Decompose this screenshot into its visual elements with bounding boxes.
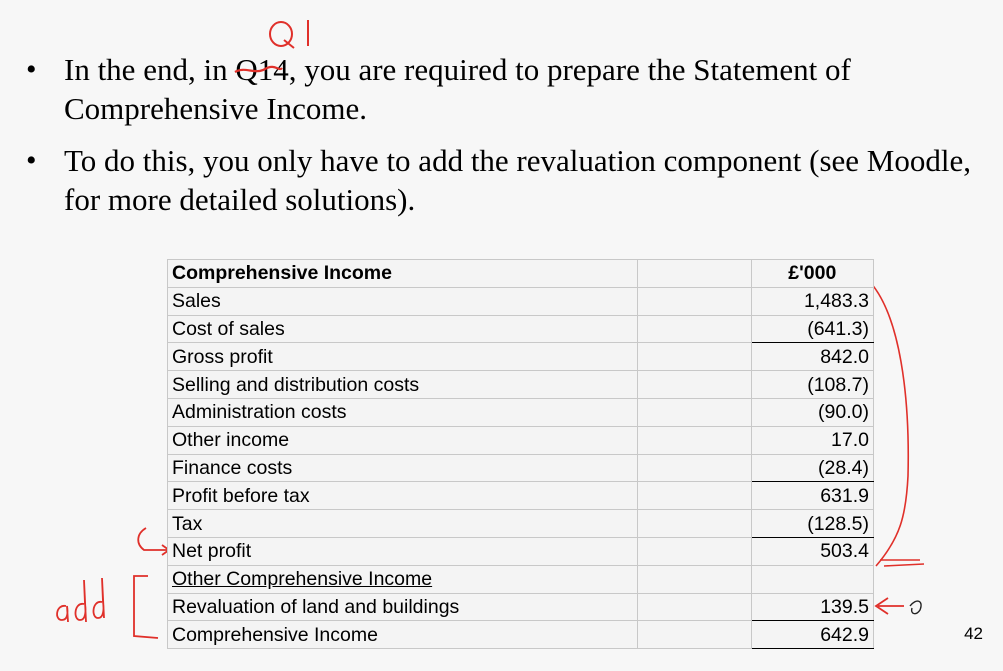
row-spacer [638, 315, 751, 343]
row-label: Selling and distribution costs [168, 371, 638, 399]
row-spacer [638, 287, 751, 315]
table-row [168, 398, 874, 426]
row-label: Other income [168, 426, 638, 454]
row-label: Profit before tax [168, 482, 638, 510]
table-header-row [168, 260, 874, 288]
bullet-2-text: To do this, you only have to add the revaluation component (see Moodle, for more detailed solutions). [64, 143, 971, 217]
table-row [168, 537, 874, 565]
row-value [751, 565, 873, 593]
table-row [168, 426, 874, 454]
row-value: (641.3) [751, 315, 873, 343]
table-row [168, 621, 874, 649]
table-row [168, 315, 874, 343]
table-row [168, 482, 874, 510]
comprehensive-income-table [167, 259, 874, 649]
row-value: 17.0 [751, 426, 873, 454]
bullet-1-text-after: , you are required to prepare the Statement of Comprehensive Income. [64, 52, 851, 126]
row-spacer [638, 621, 751, 649]
row-spacer [638, 510, 751, 538]
row-label: Tax [168, 510, 638, 538]
bullet-1-text-before: In the end, in [64, 52, 236, 87]
row-value: 139.5 [751, 593, 873, 621]
bullet-dot-icon: • [26, 144, 37, 177]
row-value: 1,483.3 [751, 287, 873, 315]
handwritten-add-note [48, 566, 168, 646]
table-row [168, 510, 874, 538]
page-number: 42 [964, 624, 983, 643]
bullet-list [26, 50, 986, 232]
row-spacer [638, 398, 751, 426]
row-value: (128.5) [751, 510, 873, 538]
row-label: Other Comprehensive Income [168, 565, 638, 593]
handwritten-arrow-net-profit [132, 524, 172, 564]
bullet-item-2 [26, 141, 986, 219]
handwritten-arrow-revaluation [864, 592, 934, 622]
row-spacer [638, 482, 751, 510]
row-spacer [638, 371, 751, 399]
row-label: Cost of sales [168, 315, 638, 343]
row-spacer [638, 454, 751, 482]
row-label: Administration costs [168, 398, 638, 426]
row-spacer [638, 426, 751, 454]
row-spacer [638, 343, 751, 371]
row-value: 503.4 [751, 537, 873, 565]
struck-question-ref: Q14 [235, 52, 289, 87]
row-label: Sales [168, 287, 638, 315]
bullet-dot-icon: • [26, 53, 37, 86]
bullet-item-1 [26, 50, 986, 128]
header-spacer [638, 260, 751, 288]
row-label: Gross profit [168, 343, 638, 371]
table-row [168, 287, 874, 315]
row-label: Revaluation of land and buildings [168, 593, 638, 621]
handwritten-q1-correction [262, 14, 322, 52]
row-value: (90.0) [751, 398, 873, 426]
row-value: (28.4) [751, 454, 873, 482]
table-row [168, 343, 874, 371]
table-row [168, 371, 874, 399]
row-label: Comprehensive Income [168, 621, 638, 649]
row-value: 842.0 [751, 343, 873, 371]
table-row [168, 593, 874, 621]
comprehensive-income-table-wrap [167, 259, 874, 649]
row-label: Finance costs [168, 454, 638, 482]
row-spacer [638, 537, 751, 565]
table-row [168, 565, 874, 593]
row-spacer [638, 565, 751, 593]
header-label: Comprehensive Income [168, 260, 638, 288]
row-value: 642.9 [751, 621, 873, 649]
row-value: 631.9 [751, 482, 873, 510]
table-row [168, 454, 874, 482]
header-unit: £'000 [751, 260, 873, 288]
row-spacer [638, 593, 751, 621]
row-label: Net profit [168, 537, 638, 565]
row-value: (108.7) [751, 371, 873, 399]
